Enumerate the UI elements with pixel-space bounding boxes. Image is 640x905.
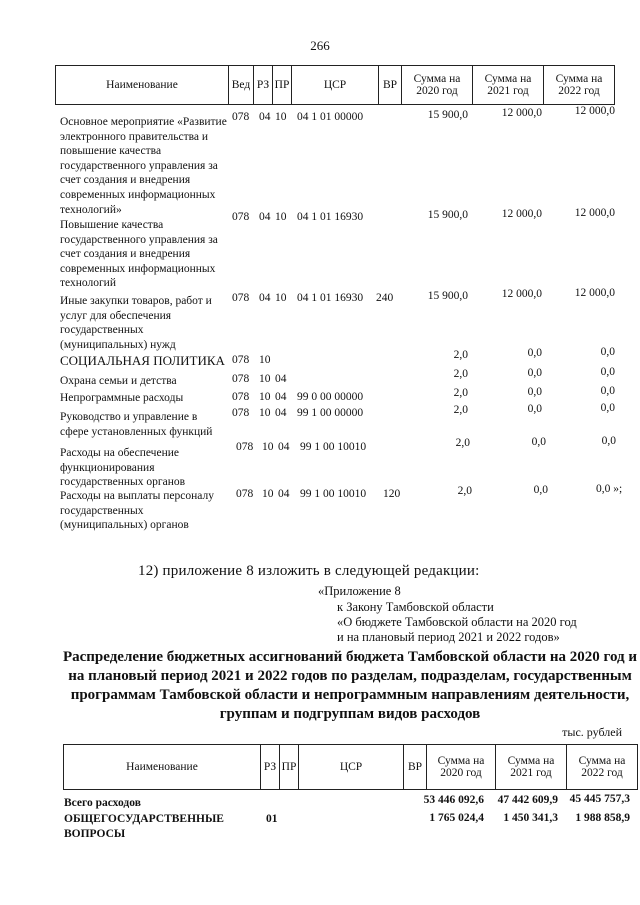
header-vr: ВР (404, 745, 427, 790)
appendix-line-2: к Закону Тамбовской области (337, 600, 494, 614)
table2-header (63, 744, 638, 790)
row-sum-2020: 2,0 (455, 437, 470, 449)
appendix-line-3: «О бюджете Тамбовской области на 2020 год (337, 615, 577, 629)
row-sum-2022: 0,0 (600, 402, 615, 414)
row-ved: 078 (232, 354, 250, 366)
row-sum-2021: 0,0 (531, 436, 546, 448)
row-ved: 078 (232, 211, 250, 223)
table1-header (55, 65, 615, 105)
row-pr: 10 (275, 292, 287, 304)
row-vr: 240 (376, 292, 394, 304)
header-sum-2020: Сумма на 2020 год (427, 745, 496, 790)
row-sum-2021: 0,0 (527, 403, 542, 415)
document-title: Распределение бюджетных ассигнований бюджета Тамбовской области на 2020 год и на плановый период 2021 и 2022 годов по разделам, подразделам, государственным программам Тамбовской области и непрограммным направлениям деятельности, группам и подгруппам видов расходов (62, 649, 638, 722)
row-name: СОЦИАЛЬНАЯ ПОЛИТИКА (60, 353, 225, 368)
row-sum-2021: 0,0 (527, 367, 542, 379)
row-sum-2022: 0,0 (600, 366, 615, 378)
row-sum-2022: 12 000,0 (574, 207, 615, 219)
row-ved: 078 (232, 391, 250, 403)
row-pr: 10 (275, 211, 287, 223)
row-name: Основное мероприятие «Развитие электронного правительства и повышение качества государственного управления за счет создания и внедрения современных информационных технологий» (60, 116, 227, 216)
row-sum-2022: 12 000,0 (574, 287, 615, 299)
row-ved: 078 (232, 373, 250, 385)
row-sum-2021: 1 450 341,3 (503, 812, 558, 824)
header-sum-2022: Сумма на 2022 год (544, 66, 615, 105)
row-sum-2020: 15 900,0 (427, 209, 468, 221)
row-sum-2020: 2,0 (453, 349, 468, 361)
appendix-line-4: и на плановый период 2021 и 2022 годов» (337, 630, 560, 644)
row-csr: 99 1 00 10010 (300, 441, 367, 453)
row-sum-2020: 15 900,0 (427, 290, 468, 302)
row-sum-2022: 45 445 757,3 (569, 793, 630, 805)
row-csr: 99 0 00 00000 (297, 391, 364, 403)
appendix-line-1: «Приложение 8 (318, 584, 401, 598)
row-sum-2020: 2,0 (453, 387, 468, 399)
row-pr: 04 (275, 373, 287, 385)
header-rz: РЗ (254, 66, 273, 105)
row-sum-2021: 12 000,0 (501, 208, 542, 220)
header-name: Наименование (64, 745, 261, 790)
row-name: Всего расходов (64, 797, 141, 809)
row-sum-2020: 2,0 (457, 485, 472, 497)
row-name: Расходы на обеспечение функционирования государственных органов (60, 447, 186, 489)
row-vr: 120 (383, 488, 401, 500)
row-csr: 04 1 01 16930 (297, 292, 364, 304)
units-label: тыс. рублей (562, 725, 622, 739)
row-pr: 04 (275, 391, 287, 403)
row-sum-2022: 1 988 858,9 (575, 812, 630, 824)
row-pr: 10 (275, 111, 287, 123)
row-sum-2022: 0,0 »; (596, 483, 623, 495)
row-csr: 04 1 01 16930 (297, 211, 364, 223)
row-sum-2021: 47 442 609,9 (497, 794, 558, 806)
row-sum-2020: 15 900,0 (427, 109, 468, 121)
header-pr: ПР (273, 66, 292, 105)
row-sum-2020: 2,0 (453, 368, 468, 380)
row-rz: 04 (259, 292, 271, 304)
row-sum-2020: 53 446 092,6 (423, 794, 484, 806)
row-rz: 01 (266, 813, 278, 825)
header-pr: ПР (280, 745, 299, 790)
row-name: Непрограммные расходы (60, 392, 184, 404)
row-sum-2021: 12 000,0 (501, 107, 542, 119)
header-vr: ВР (379, 66, 402, 105)
header-sum-2022: Сумма на 2022 год (567, 745, 638, 790)
header-ved: Вед (229, 66, 254, 105)
row-sum-2020: 1 765 024,4 (429, 812, 484, 824)
row-sum-2022: 12 000,0 (574, 105, 615, 117)
row-ved: 078 (236, 488, 254, 500)
row-csr: 99 1 00 00000 (297, 407, 364, 419)
amendment-paragraph: 12) приложение 8 изложить в следующей редакции: (138, 563, 480, 579)
row-rz: 10 (259, 373, 271, 385)
row-sum-2020: 2,0 (453, 404, 468, 416)
row-pr: 04 (275, 407, 287, 419)
header-csr: ЦСР (299, 745, 404, 790)
header-rz: РЗ (261, 745, 280, 790)
row-sum-2022: 0,0 (601, 435, 616, 447)
row-rz: 10 (259, 354, 271, 366)
page-number: 266 (310, 38, 330, 53)
row-sum-2021: 0,0 (533, 484, 548, 496)
header-sum-2020: Сумма на 2020 год (402, 66, 473, 105)
row-sum-2022: 0,0 (600, 346, 615, 358)
row-sum-2021: 0,0 (527, 386, 542, 398)
row-name: Руководство и управление в сфере установленных функций (60, 411, 213, 438)
row-ved: 078 (232, 407, 250, 419)
row-ved: 078 (232, 111, 250, 123)
row-pr: 04 (278, 441, 290, 453)
row-rz: 10 (262, 441, 274, 453)
row-rz: 10 (262, 488, 274, 500)
row-sum-2021: 12 000,0 (501, 288, 542, 300)
row-sum-2022: 0,0 (600, 385, 615, 397)
row-rz: 04 (259, 111, 271, 123)
row-sum-2021: 0,0 (527, 347, 542, 359)
header-sum-2021: Сумма на 2021 год (496, 745, 567, 790)
row-csr: 99 1 00 10010 (300, 488, 367, 500)
header-name: Наименование (56, 66, 229, 105)
row-name: ОБЩЕГОСУДАРСТВЕННЫЕ ВОПРОСЫ (64, 813, 224, 840)
row-pr: 04 (278, 488, 290, 500)
header-csr: ЦСР (292, 66, 379, 105)
row-ved: 078 (232, 292, 250, 304)
row-csr: 04 1 01 00000 (297, 111, 364, 123)
row-name: Повышение качества государственного управления за счет создания и внедрения современных информационных технологий (60, 219, 218, 290)
row-rz: 10 (259, 391, 271, 403)
row-ved: 078 (236, 441, 254, 453)
row-rz: 10 (259, 407, 271, 419)
row-name: Охрана семьи и детства (60, 375, 177, 387)
header-sum-2021: Сумма на 2021 год (473, 66, 544, 105)
row-name: Иные закупки товаров, работ и услуг для обеспечения государственных (муниципальных) нужд (60, 295, 212, 351)
row-name: Расходы на выплаты персоналу государственных (муниципальных) органов (60, 490, 214, 532)
row-rz: 04 (259, 211, 271, 223)
